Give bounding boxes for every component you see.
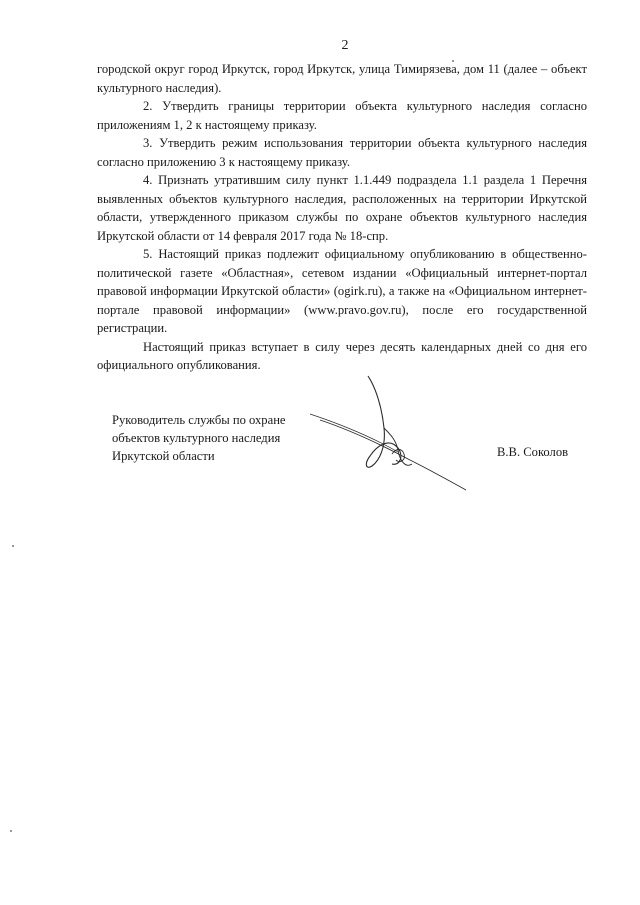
paragraph-item-4: 4. Признать утратившим силу пункт 1.1.449 подраздела 1.1 раздела 1 Перечня выявленных объектов культурного наследия, расположенных на территории Иркутской области, утвержденного приказом службы по охране объектов культурного наследия Иркутской области от 14 февраля 2017 года № 18-спр. (97, 173, 587, 243)
scan-speck (452, 60, 454, 62)
signatory-title (112, 411, 286, 465)
scan-speck (10, 830, 12, 832)
page-number: 2 (341, 38, 349, 53)
handwritten-signature (280, 368, 480, 508)
paragraph-item-2: 2. Утвердить границы территории объекта культурного наследия согласно приложениям 1, 2 к настоящему приказу. (97, 99, 587, 132)
signatory-title-line-2: объектов культурного наследия (112, 431, 281, 445)
paragraph-item-5: 5. Настоящий приказ подлежит официальному опубликованию в общественно-политической газете «Областная», сетевом издании «Официальный интернет-портал правовой информации Иркутской области» (ogirk.ru), а также на «Официальном интернет-портале правовой информации» (www.pravo.gov.ru), после его государственной регистрации. (97, 247, 587, 335)
signatory-title-line-3: Иркутской области (112, 449, 215, 463)
document-body (97, 60, 587, 375)
signatory-title-line-1: Руководитель службы по охране (112, 413, 286, 427)
paragraph-effective-date: Настоящий приказ вступает в силу через десять календарных дней со дня его официального опубликования. (97, 339, 587, 372)
scan-speck (12, 545, 14, 547)
paragraph-1-continuation: городской округ город Иркутск, город Иркутск, улица Тимирязева, дом 11 (далее – объект культурного наследия). (97, 62, 587, 95)
signatory-name: В.В. Соколов (497, 445, 569, 459)
paragraph-item-3: 3. Утвердить режим использования территории объекта культурного наследия согласно приложению 3 к настоящему приказу. (97, 136, 587, 169)
